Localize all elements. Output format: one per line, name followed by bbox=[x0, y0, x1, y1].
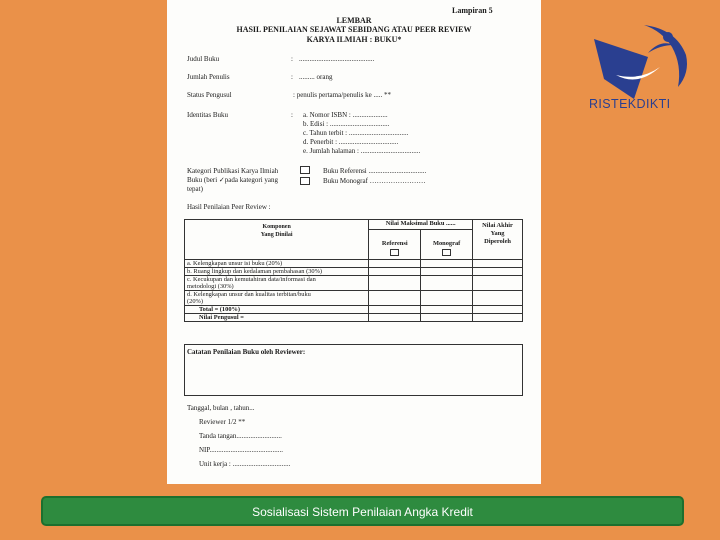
row-c-line2: metodologi (30%) bbox=[187, 283, 234, 290]
komponen-header bbox=[185, 220, 369, 260]
table-row bbox=[185, 291, 369, 306]
tanggal-line: Tanggal, bulan , tahun... bbox=[187, 404, 255, 412]
document-page bbox=[167, 0, 541, 484]
judul-value: ........................................... bbox=[299, 55, 375, 63]
hasil-label: Hasil Penilaian Peer Review : bbox=[187, 203, 271, 211]
referensi-header bbox=[369, 230, 421, 260]
nilai-akhir-header bbox=[473, 220, 523, 260]
unit-kerja-line: Unit kerja : ................................. bbox=[199, 460, 291, 468]
reviewer-line: Reviewer 1/2 ** bbox=[199, 418, 246, 426]
referensi-checkbox[interactable] bbox=[300, 166, 310, 174]
kategori-label: tepat) bbox=[187, 185, 203, 193]
status-label: Status Pengusul bbox=[187, 91, 232, 99]
lembar-heading: LEMBAR bbox=[336, 16, 372, 25]
nilai-pengusul-row: Nilai Pengusul = bbox=[185, 314, 369, 322]
tanda-tangan-line: Tanda tangan.......................... bbox=[199, 432, 282, 440]
footer-text: Sosialisasi Sistem Penilaian Angka Kredit bbox=[252, 505, 473, 519]
nilai-maks-header: Nilai Maksimal Buku ...... bbox=[369, 220, 473, 230]
identitas-item: b. Edisi : .................................. bbox=[303, 120, 390, 128]
identitas-label: Identitas Buku bbox=[187, 111, 229, 119]
footer-banner bbox=[41, 496, 684, 526]
jumlah-value: ......... orang bbox=[299, 73, 333, 81]
monograf-header bbox=[421, 230, 473, 260]
review-table bbox=[184, 219, 523, 322]
row-d-line2: (20%) bbox=[187, 298, 203, 305]
row-d-line1: d. Kelengkapan unsur dan kualitas terbitan/buku bbox=[187, 291, 311, 298]
total-row: Total = (100%) bbox=[185, 306, 369, 314]
nip-line: NIP.......................................... bbox=[199, 446, 284, 454]
document-title-line1: HASIL PENILAIAN SEJAWAT SEBIDANG ATAU PEER REVIEW bbox=[236, 25, 472, 34]
referensi-header-label: Referensi bbox=[381, 240, 408, 247]
table-row bbox=[185, 276, 369, 291]
ristekdikti-logo-text: RISTEKDIKTI bbox=[589, 97, 671, 111]
monograf-checkbox[interactable] bbox=[300, 177, 310, 185]
nilai-akhir-line1: Nilai Akhir bbox=[482, 222, 513, 229]
nilai-akhir-line3: Diperoleh bbox=[484, 238, 511, 245]
document-title-line2: KARYA ILMIAH : BUKU* bbox=[306, 35, 402, 44]
identitas-item: c. Tahun terbit : .................................. bbox=[303, 129, 409, 137]
monograf-box bbox=[442, 249, 451, 256]
judul-colon: : bbox=[291, 55, 293, 63]
lampiran-label: Lampiran 5 bbox=[452, 6, 493, 15]
status-value: : penulis pertama/penulis ke ..... ** bbox=[293, 91, 391, 99]
table-row: a. Kelengkapan unsur isi buku (20%) bbox=[185, 260, 369, 268]
komponen-line1: Komponen bbox=[262, 224, 291, 230]
komponen-line2: Yang Dinilai bbox=[260, 232, 293, 238]
option-monograf: Buku Monograf …………………… bbox=[323, 177, 426, 185]
jumlah-colon: : bbox=[291, 73, 293, 81]
jumlah-label: Jumlah Penulis bbox=[187, 73, 230, 81]
row-c-line1: c. Kecukupan dan kemutahiran data/informasi dan bbox=[187, 276, 316, 283]
catatan-label: Catatan Penilaian Buku oleh Reviewer: bbox=[187, 348, 306, 356]
identitas-item: a. Nomor ISBN : .................... bbox=[303, 111, 388, 119]
identitas-item: e. Jumlah halaman : .................................. bbox=[303, 147, 421, 155]
nilai-akhir-line2: Yang bbox=[490, 230, 505, 237]
identitas-colon: : bbox=[291, 111, 293, 119]
judul-label: Judul Buku bbox=[187, 55, 220, 63]
identitas-item: d. Penerbit : .................................. bbox=[303, 138, 399, 146]
kategori-label: Kategori Publikasi Karya Ilmiah bbox=[187, 167, 279, 175]
option-referensi: Buku Referensi ................................. bbox=[323, 167, 427, 175]
monograf-header-label: Monograf bbox=[432, 240, 461, 247]
catatan-box bbox=[184, 344, 523, 396]
referensi-box bbox=[390, 249, 399, 256]
kategori-label: Buku (beri ✓pada kategori yang bbox=[187, 176, 279, 184]
table-row: b. Ruang lingkup dan kedalaman pembahasan (30%) bbox=[185, 268, 369, 276]
